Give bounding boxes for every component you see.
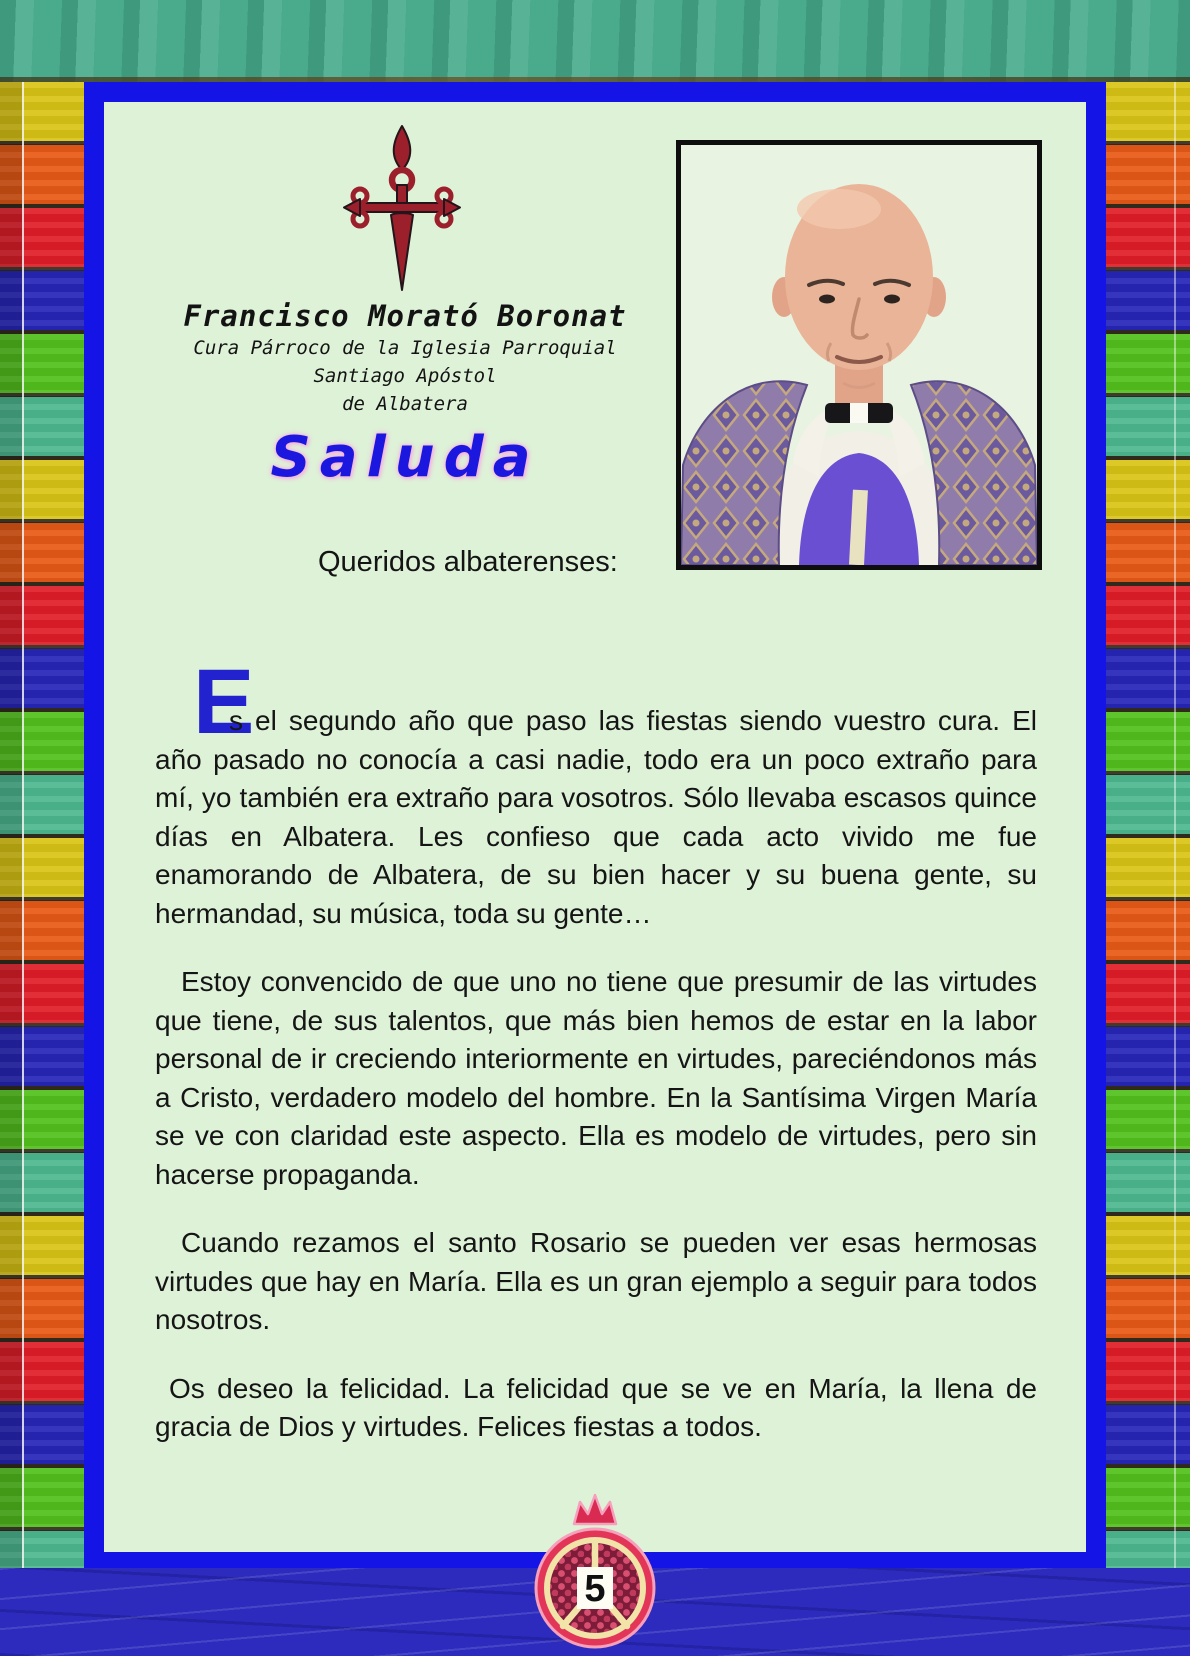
right-stripe-border bbox=[1106, 82, 1190, 1568]
author-role-line-2: Santiago Apóstol bbox=[313, 365, 497, 387]
paragraph-4: Os deseo la felicidad. La felicidad que se ve en María, la llena de gracia de Dios y virtudes. Felices fiestas a todos. bbox=[155, 1372, 1037, 1442]
priest-portrait-photo bbox=[676, 140, 1042, 570]
paragraph-2: Estoy convencido de que uno no tiene que presumir de las virtudes que tiene, de sus talentos, que más bien hemos de estar en la labor personal de ir creciendo interiormente en virtudes, pareciéndonos más a Cristo, verdadero modelo del hombre. En la Santísima Virgen María se ve con claridad este aspecto. Ella es modelo de virtudes, pero sin hacerse propaganda. bbox=[155, 966, 1037, 1190]
author-block bbox=[145, 298, 665, 418]
author-role-line-3: de Albatera bbox=[342, 393, 468, 415]
author-role-line-1: Cura Párroco de la Iglesia Parroquial bbox=[193, 337, 617, 359]
author-name: Francisco Morató Boronat bbox=[183, 299, 627, 333]
letter-body bbox=[155, 702, 1037, 1447]
dropcap-letter: E bbox=[193, 651, 255, 753]
salutation: Queridos albaterenses: bbox=[318, 546, 618, 578]
page-number: 5 bbox=[584, 1568, 606, 1610]
paragraph-1: s el segundo año que paso las fiestas siendo vuestro cura. El año pasado no conocía a casi nadie, todo era un poco extraño para mí, yo también era extraño para vosotros. Sólo llevaba escasos quince días en Albatera. Les confieso que cada acto vivido me fue enamorando de Albatera, de su bien hacer y su buena gente, su hermandad, su música, toda su gente… bbox=[155, 705, 1037, 929]
santiago-cross-icon bbox=[342, 122, 462, 294]
page-title: Saluda bbox=[270, 425, 540, 490]
top-wood-band bbox=[0, 0, 1190, 82]
paragraph-3: Cuando rezamos el santo Rosario se pueden ver esas hermosas virtudes que hay en María. Ella es un gran ejemplo a seguir para todos nosotros. bbox=[155, 1227, 1037, 1335]
left-stripe-border bbox=[0, 82, 84, 1568]
pomegranate-page-number-icon bbox=[532, 1492, 658, 1652]
priest-portrait-illustration bbox=[681, 145, 1037, 565]
